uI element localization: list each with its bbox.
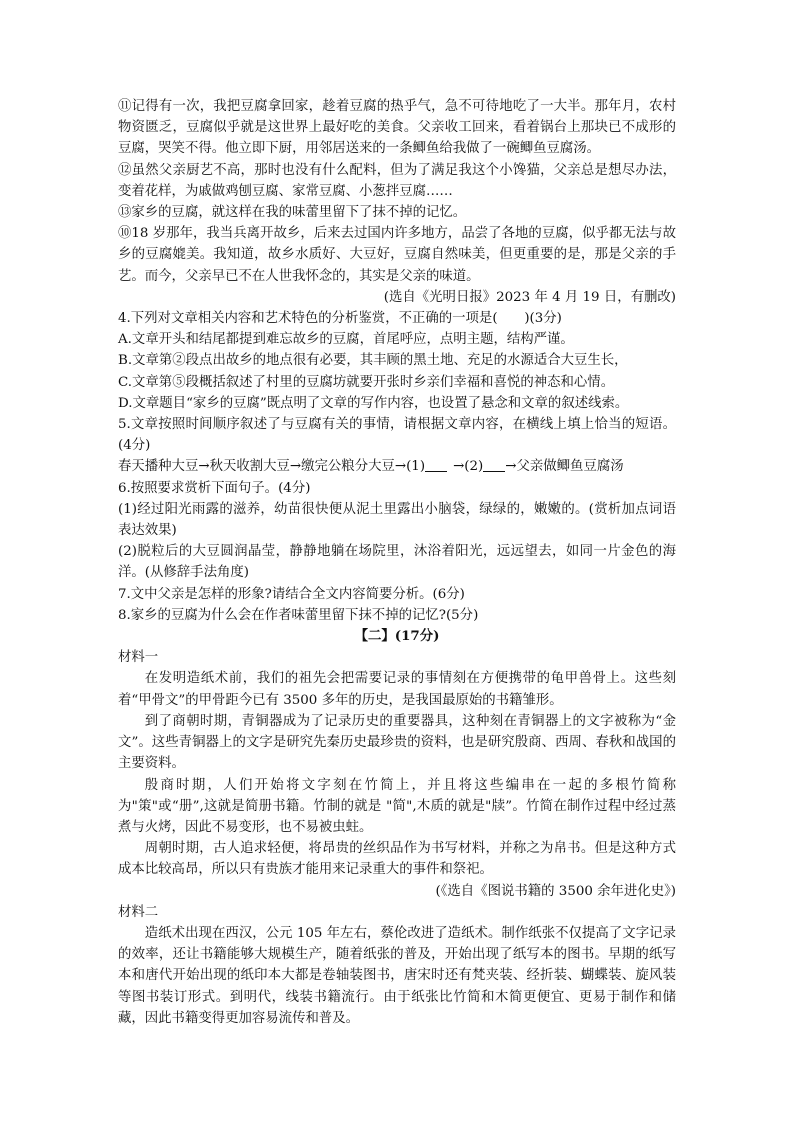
question-6-item-1: (1)经过阳光雨露的滋养，幼苗很快便从泥土里露出小脑袋，绿绿的，嫩嫩的。(赏析加点词语表达效果) (118, 501, 676, 539)
story-paragraph-13: ⑬家乡的豆腐，就这样在我的味蕾里留下了抹不掉的记忆。 (118, 205, 467, 221)
question-5-flow-start: 春天播种大豆→秋天收割大豆→缴完公粮分大豆→(1) (118, 459, 426, 475)
question-8: 8.家乡的豆腐为什么会在作者味蕾里留下抹不掉的记忆?(5分) (118, 607, 479, 623)
story-paragraph-11: ⑪记得有一次，我把豆腐拿回家，趁着豆腐的热乎气，急不可待地吃了一大半。那年月，农村物资匮乏，豆腐似乎就是这世界上最好吃的美食。父亲收工回来，看着锅台上那块已不成形的豆腐，哭笑不得。他立即下厨，用邻居送来的一条鲫鱼给我做了一碗鲫鱼豆腐汤。 (118, 99, 676, 157)
question-5-flow-end: →父亲做鲫鱼豆腐汤 (505, 459, 624, 475)
material-1-paragraph-3: 殷商时期，人们开始将文字刻在竹简上，并且将这些编串在一起的多根竹简称为"策"或“册”,这就是简册书籍。竹制的就是 "简",木质的就是"牍”。竹简在制作过程中经过蒸煮与火烤，因此不易变形，也不易被虫蛀。 (118, 777, 676, 835)
question-6: 6.按照要求赏析下面句子。(4分) (118, 480, 311, 496)
material-1-paragraph-2: 到了商朝时期，青铜器成为了记录历史的重要器具，这种刻在青铜器上的文字被称为“金文”。这些青铜器上的文字是研究先秦历史最珍贵的资料，也是研究殷商、西周、春秋和战国的主要资料。 (118, 713, 676, 772)
material-2-title: 材料二 (118, 904, 159, 920)
section-2-heading: 【二】(17分) (354, 628, 440, 645)
answer-blank-2[interactable] (483, 457, 505, 472)
question-7: 7.文中父亲是怎样的形象?请结合全文内容简要分析。(6分) (118, 586, 465, 602)
material-2-paragraph-1: 造纸术出现在西汉，公元 105 年左右，蔡伦改进了造纸术。制作纸张不仅提高了文字记录的效率，还让书籍能够大规模生产，随着纸张的普及，开始出现了纸写本的图书。早期的纸写本和唐代开始出现的纸印本大都是卷轴装图书，唐宋时还有梵夹装、经折装、蝴蝶装、旋风装等图书装订形式。到明代，线装书籍流行。由于纸张比竹简和木简更便宜、更易于制作和储藏，因此书籍变得更加容易流传和普及。 (118, 925, 676, 1026)
answer-blank-1[interactable] (425, 457, 447, 472)
material-1-title: 材料一 (118, 650, 159, 666)
story-source: (选自《光明日报》2023 年 4 月 19 日，有删改) (383, 289, 676, 305)
story-paragraph-14: ⑩18 岁那年，我当兵离开故乡，后来去过国内许多地方，品尝了各地的豆腐，似乎都无法与故乡的豆腐媲美。我知道，故乡水质好、大豆好，豆腐自然味美，但更重要的是，那是父亲的手艺。而今，父亲早已不在人世我怀念的，其实是父亲的味道。 (118, 226, 676, 284)
question-4-option-c: C.文章第⑤段概括叙述了村里的豆腐坊就要开张时乡亲们幸福和喜悦的神态和心情。 (118, 374, 615, 390)
question-5-flow-mid: →(2) (453, 459, 484, 475)
question-5: 5.文章按照时间顺序叙述了与豆腐有关的事情，请根据文章内容，在横线上填上恰当的短语。(4分) (118, 417, 676, 454)
material-1-paragraph-4: 周朝时期，古人追求轻便，将昂贵的丝织品作为书写材料，并称之为帛书。但是这种方式成本比较高昂，所以只有贵族才能用来记录重大的事件和祭祀。 (118, 841, 676, 878)
question-5-flow (118, 456, 676, 477)
question-4-option-a: A.文章开头和结尾都提到难忘故乡的豆腐，首尾呼应，点明主题，结构严谨。 (118, 332, 574, 348)
story-paragraph-12: ⑫虽然父亲厨艺不高，那时也没有什么配料，但为了满足我这个小馋猫，父亲总是想尽办法，变着花样，为戚做鸡刨豆腐、家常豆腐、小葱拌豆腐…… (118, 162, 676, 199)
question-4: 4.下列对文章相关内容和艺术特色的分析鉴赏，不正确的一项是( )(3分) (118, 311, 562, 327)
document-page (118, 96, 676, 1029)
question-6-item-2: (2)脱粒后的大豆圆润晶莹，静静地躺在场院里，沐浴着阳光，远远望去，如同一片金色的海洋。(从修辞手法角度) (118, 544, 676, 581)
question-4-option-b: B.文章第②段点出故乡的地点很有必要，其丰顾的黑土地、充足的水源适合大豆生长， (118, 353, 628, 369)
material-1-source: (《选自《图说书籍的 3500 余年进化史》) (435, 883, 676, 899)
material-1-paragraph-1: 在发明造纸术前，我们的祖先会把需要记录的事情刻在方便携带的龟甲兽骨上。这些刻着“甲骨文”的甲骨距今已有 3500 多年的历史，是我国最原始的书籍雏形。 (118, 671, 676, 708)
question-4-option-d: D.文章题目“家乡的豆腐”既点明了文章的写作内容，也设置了悬念和文章的叙述线索。 (118, 395, 629, 411)
